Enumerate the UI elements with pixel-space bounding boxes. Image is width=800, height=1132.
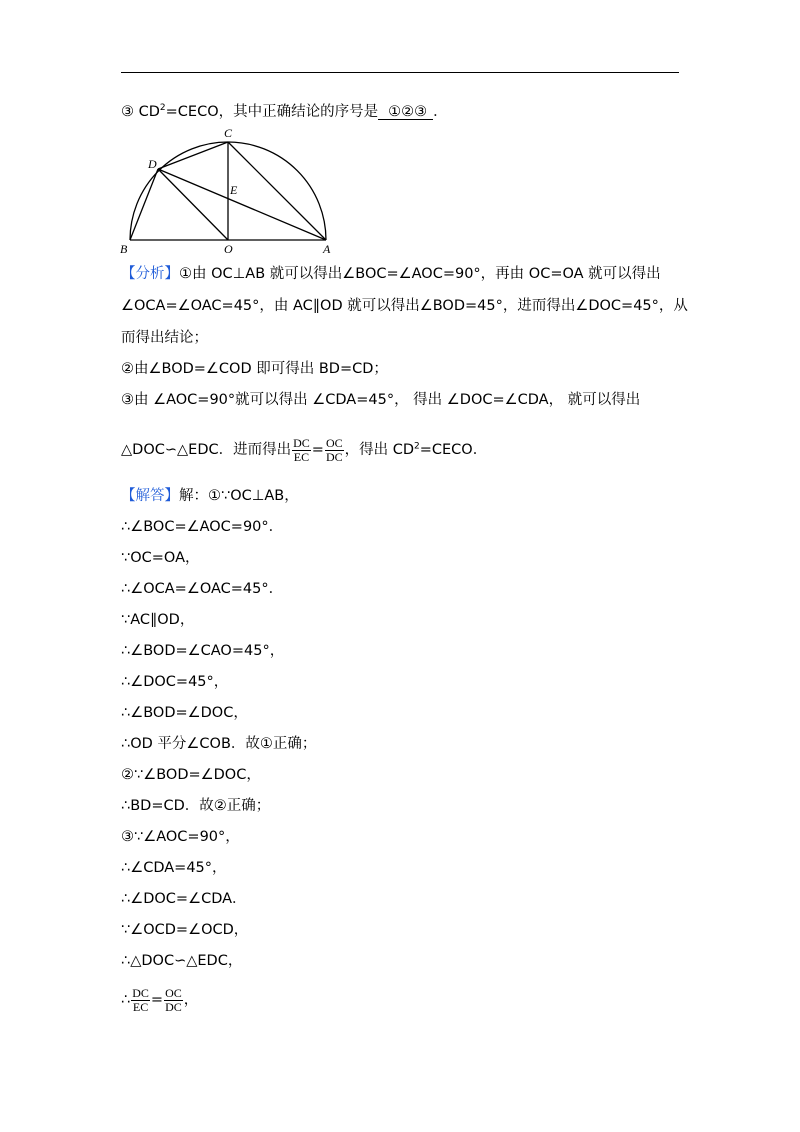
solution-line-11: ③∵∠AOC=90°， <box>121 829 240 845</box>
solution-line-2: ∵OC=OA， <box>121 550 200 566</box>
geometry-figure <box>112 124 338 256</box>
fraction-dc-ec: $\frac{DC}{EC}$ <box>293 436 310 464</box>
answer-blank: ①②③ <box>378 105 433 121</box>
solution-line-1: ∴∠BOC=∠AOC=90°． <box>121 519 284 535</box>
solution-line-14: ∵∠OCD=∠OCD， <box>121 922 249 938</box>
solution-line-15: ∴△DOC∽△EDC， <box>121 953 243 969</box>
solution-line-10: ∴BD=CD．故②正确； <box>121 798 271 814</box>
solution-line-6: ∴∠DOC=45°， <box>121 674 229 690</box>
analysis-line-6: △DOC∽△EDC．进而得出 $\frac{DC}{EC}$ = $\frac{OC}{DC}$ ，得出 $CD^2=CECO$． <box>121 436 488 464</box>
label-A: A <box>323 242 331 256</box>
solution-line-7: ∴∠BOD=∠DOC， <box>121 705 248 721</box>
label-O: O <box>224 242 233 256</box>
segment-DC <box>158 142 228 169</box>
label-B: B <box>120 242 128 256</box>
solution-line-9: ②∵∠BOD=∠DOC， <box>121 767 261 783</box>
label-E: E <box>230 183 238 197</box>
analysis-line-2: ∠OCA=∠OAC=45°，由 AC∥OD 就可以得出∠BOD=45°，进而得出∠DOC=45°，从 <box>121 298 688 314</box>
solution-line-5: ∴∠BOD=∠CAO=45°， <box>121 643 285 659</box>
segment-DA <box>158 169 326 240</box>
solution-line-13: ∴∠DOC=∠CDA． <box>121 891 247 907</box>
segment-CA <box>228 142 326 240</box>
analysis-line-3: 而得出结论； <box>121 330 208 346</box>
fraction-dc-ec-2: $\frac{DC}{EC}$ <box>132 986 149 1014</box>
fraction-oc-dc-2: $\frac{OC}{DC}$ <box>165 986 182 1014</box>
analysis-line-4: ②由∠BOD=∠COD 即可得出 BD=CD； <box>121 361 388 377</box>
solution-line-0: 【解答】解：①∵OC⊥AB， <box>121 488 299 504</box>
label-D: D <box>148 157 157 171</box>
header-rule <box>121 72 679 73</box>
label-C: C <box>224 126 233 140</box>
analysis-line-5: ③由 ∠AOC=90°就可以得出 ∠CDA=45°， 得出 ∠DOC=∠CDA， 就可以得出 <box>121 392 641 408</box>
statement-3: ③ $CD^2=CECO$，其中正确结论的序号是 ①②③ ． <box>121 103 448 120</box>
segment-BD <box>130 169 158 240</box>
analysis-line-1: 【分析】①由 OC⊥AB 就可以得出∠BOC=∠AOC=90°，再由 OC=OA 就可以得出 <box>121 266 661 282</box>
analysis-tag: 【分析】 <box>121 266 179 282</box>
solution-line-12: ∴∠CDA=45°， <box>121 860 227 876</box>
solution-line-8: ∴OD 平分∠COB．故①正确； <box>121 736 317 752</box>
fraction-oc-dc: $\frac{OC}{DC}$ <box>325 436 343 464</box>
segment-DO <box>158 169 228 240</box>
solution-line-3: ∴∠OCA=∠OAC=45°． <box>121 581 284 597</box>
solution-line-16: ∴ $\frac{DC}{EC}$ = $\frac{OC}{DC}$ ， <box>121 986 199 1014</box>
solution-line-4: ∵AC∥OD， <box>121 612 195 628</box>
solution-tag: 【解答】 <box>121 488 179 504</box>
